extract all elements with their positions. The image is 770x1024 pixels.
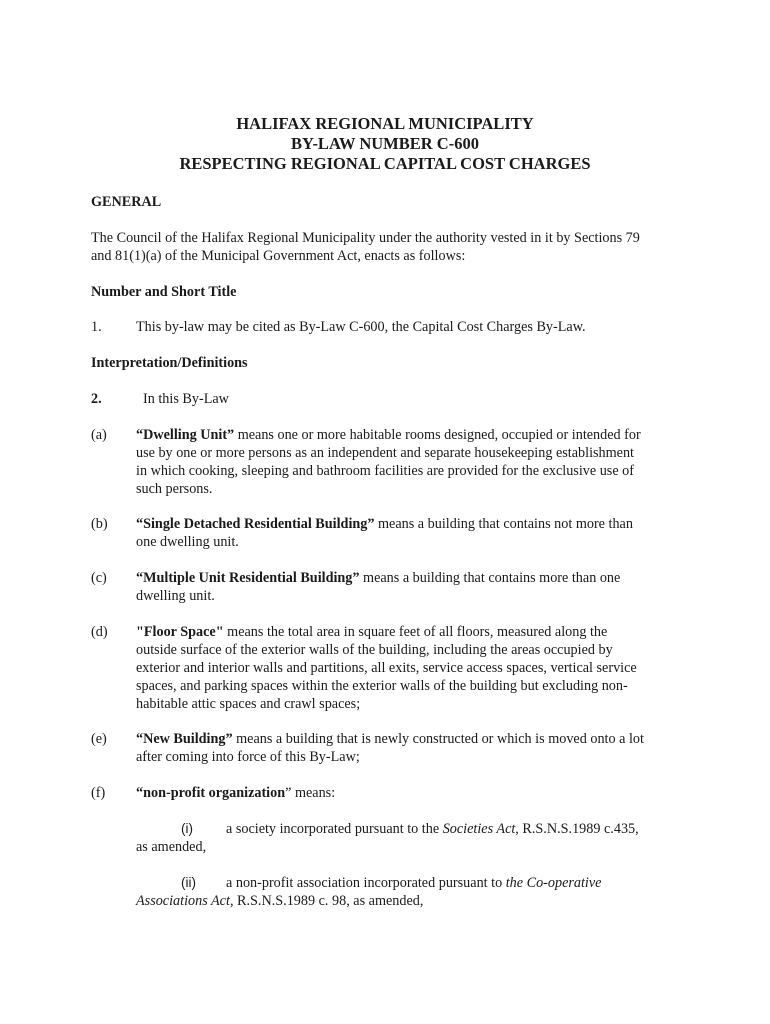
definition-d-text: means the total area in square feet of all floors, measured along the: [223, 624, 608, 640]
subclause-ii-citation: , R.S.N.S.1989 c. 98, as amended,: [229, 893, 424, 909]
clause-number-2: 2.: [91, 391, 102, 407]
definition-b-line-1: [136, 515, 633, 533]
definition-d-line-1: [136, 623, 607, 641]
clause-1-text: This by-law may be cited as By-Law C-600, the Capital Cost Charges By-Law.: [136, 319, 586, 335]
subclause-i-label: (i): [181, 821, 193, 836]
title-line-1: HALIFAX REGIONAL MUNICIPALITY: [236, 114, 534, 133]
clause-2-intro: In this By-Law: [143, 391, 229, 407]
subclause-i-line-1: [226, 820, 639, 838]
definition-e-line-2: after coming into force of this By-Law;: [136, 749, 360, 765]
definition-e-line-1: [136, 730, 644, 748]
definition-d-line-4: spaces, and parking spaces within the exterior walls of the building but excluding non-: [136, 678, 628, 694]
subclause-ii-label: (ii): [181, 875, 196, 890]
definition-c-text: means a building that contains more than one: [359, 570, 621, 586]
definition-d-line-2: outside surface of the exterior walls of the building, including the areas occupied by: [136, 642, 613, 658]
section-heading-general: GENERAL: [91, 194, 162, 210]
definition-a-term: “Dwelling Unit”: [136, 427, 235, 443]
definition-a-label: (a): [91, 427, 107, 443]
definition-d-label: (d): [91, 624, 108, 640]
section-heading-short-title: Number and Short Title: [91, 284, 237, 300]
clause-number-1: 1.: [91, 319, 102, 335]
subclause-i-text: a society incorporated pursuant to the: [226, 821, 443, 837]
title-line-3: RESPECTING REGIONAL CAPITAL COST CHARGES: [179, 154, 591, 173]
title-line-2: BY-LAW NUMBER C-600: [291, 134, 479, 153]
definition-a-line-3: in which cooking, sleeping and bathroom facilities are provided for the exclusive use of: [136, 463, 634, 479]
definition-b-label: (b): [91, 516, 108, 532]
definition-a-line-2: use by one or more persons as an independent and separate housekeeping establishment: [136, 445, 634, 461]
definition-f-text: ” means:: [285, 785, 336, 801]
definition-b-term: “Single Detached Residential Building”: [136, 516, 375, 532]
definition-c-label: (c): [91, 570, 107, 586]
definition-a-line-4: such persons.: [136, 481, 213, 497]
subclause-i-line-2: as amended,: [136, 839, 207, 855]
definition-a-line-1: [136, 426, 641, 444]
coop-act-title-part-1: the Co-operative: [505, 875, 602, 891]
definition-c-term: “Multiple Unit Residential Building”: [136, 570, 360, 586]
subclause-i-citation: R.S.N.S.1989 c.435,: [518, 821, 639, 837]
coop-act-title-part-2: Associations Act: [136, 893, 230, 909]
intro-line-2: and 81(1)(a) of the Municipal Government Act, enacts as follows:: [91, 248, 466, 264]
definition-d-line-5: habitable attic spaces and crawl spaces;: [136, 696, 361, 712]
definition-a-text: means one or more habitable rooms designed, occupied or intended for: [234, 427, 641, 443]
intro-line-1: The Council of the Halifax Regional Municipality under the authority vested in it by Sections 79: [91, 230, 640, 246]
definition-f-label: (f): [91, 785, 106, 801]
definition-f-term: “non-profit organization: [136, 785, 286, 801]
definition-d-term: "Floor Space": [136, 624, 224, 640]
definition-c-line-1: [136, 569, 620, 587]
subclause-ii-text: a non-profit association incorporated pursuant to: [226, 875, 506, 891]
subclause-ii-line-2: [136, 892, 423, 910]
definition-c-line-2: dwelling unit.: [136, 588, 215, 604]
societies-act-title: Societies Act,: [442, 821, 519, 837]
definition-b-text: means a building that contains not more than: [374, 516, 633, 532]
subclause-ii-line-1: [226, 874, 601, 892]
definition-b-line-2: one dwelling unit.: [136, 534, 239, 550]
definition-e-text: means a building that is newly constructed or which is moved onto a lot: [232, 731, 644, 747]
definition-d-line-3: exterior and interior walls and partitions, all exits, service access spaces, vertical service: [136, 660, 637, 676]
definition-e-term: “New Building”: [136, 731, 233, 747]
definition-e-label: (e): [91, 731, 107, 747]
section-heading-definitions: Interpretation/Definitions: [91, 355, 248, 371]
definition-f-line-1: [136, 784, 335, 802]
